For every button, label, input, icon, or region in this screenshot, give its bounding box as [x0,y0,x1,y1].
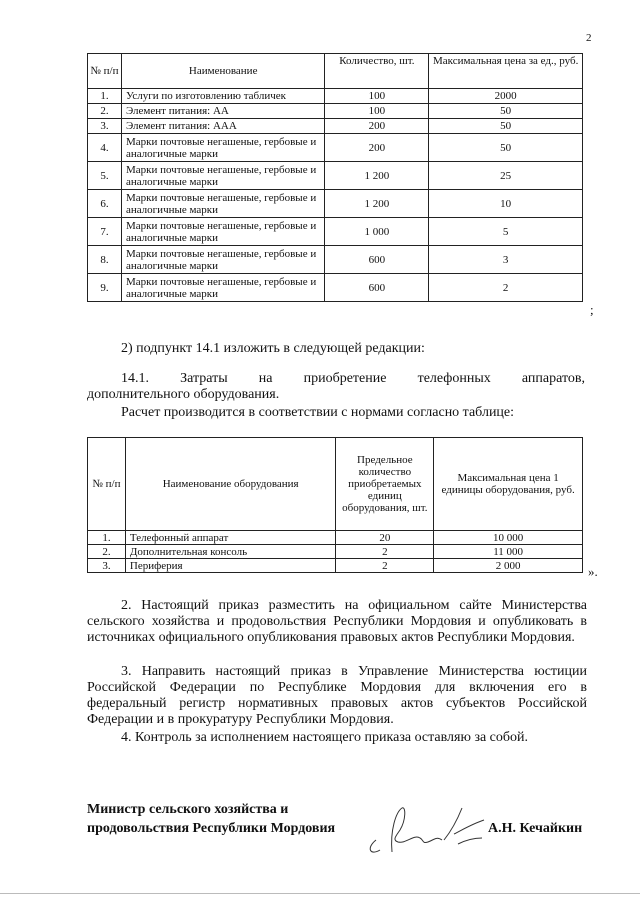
table-row [88,104,583,119]
header-name: Наименование [121,54,325,89]
table-row [88,246,583,274]
cell-number: 9. [88,274,122,302]
header-max-price: Максимальная цена 1 единицы оборудования, руб. [434,438,583,531]
table-row [88,162,583,190]
point-14-1-line1: 14.1. Затраты на приобретение телефонных аппаратов, [121,371,585,386]
cell-name: Марки почтовые негашеные, гербовые и аналогичные марки [121,246,325,274]
cell-quantity: 200 [325,134,429,162]
cell-price: 2 000 [434,559,583,573]
cell-price: 10 000 [434,531,583,545]
cell-quantity: 1 200 [325,190,429,218]
cell-quantity: 1 000 [325,218,429,246]
table-row [88,545,583,559]
cell-number: 6. [88,190,122,218]
signature-title [87,800,335,838]
table-row [88,531,583,545]
table-row [88,218,583,246]
cell-price: 2000 [429,89,583,104]
signature-name: А.Н. Кечайкин [488,821,583,836]
cell-number: 3. [88,559,126,573]
cell-name: Телефонный аппарат [125,531,335,545]
page-bottom-divider [0,893,640,894]
header-price: Максимальная цена за ед., руб. [429,54,583,89]
table2-trailing-quote: ». [588,564,598,579]
cell-number: 8. [88,246,122,274]
cell-name: Марки почтовые негашеные, гербовые и аналогичные марки [121,274,325,302]
table-row [88,559,583,573]
cell-number: 4. [88,134,122,162]
item-4-paragraph: 4. Контроль за исполнением настоящего приказа оставляю за собой. [121,730,529,745]
cell-price: 50 [429,104,583,119]
cell-quantity: 600 [325,246,429,274]
subpoint-paragraph: 2) подпункт 14.1 изложить в следующей редакции: [121,341,425,356]
cell-quantity: 100 [325,89,429,104]
table1-trailing-semicolon: ; [590,302,594,317]
header-quantity-limit: Предельное количество приобретаемых единиц оборудования, шт. [336,438,434,531]
handwritten-signature [362,800,492,860]
table-row [88,89,583,104]
item-3-paragraph: 3. Направить настоящий приказ в Управление Министерства юстиции Российской Федерации по Республике Мордовия для включения его в федеральный регистр нормативных правовых актов субъектов Российской Федерации и в прокуратуру Республики Мордовия. [87,664,587,727]
cell-quantity: 2 [336,559,434,573]
page-number: 2 [586,32,592,44]
cell-name: Услуги по изготовлению табличек [121,89,325,104]
cell-quantity: 2 [336,545,434,559]
cell-name: Элемент питания: АА [121,104,325,119]
cell-quantity: 200 [325,119,429,134]
cell-number: 1. [88,89,122,104]
cell-number: 3. [88,119,122,134]
cell-price: 2 [429,274,583,302]
cell-name: Марки почтовые негашеные, гербовые и аналогичные марки [121,162,325,190]
cell-name: Марки почтовые негашеные, гербовые и аналогичные марки [121,134,325,162]
cell-price: 50 [429,134,583,162]
cell-quantity: 100 [325,104,429,119]
point-14-1-line2: дополнительного оборудования. [87,387,280,402]
cell-quantity: 20 [336,531,434,545]
cell-price: 50 [429,119,583,134]
table-header-row [88,54,583,89]
header-number: № п/п [88,438,126,531]
cell-name: Элемент питания: ААА [121,119,325,134]
header-equipment-name: Наименование оборудования [125,438,335,531]
cell-number: 2. [88,104,122,119]
cell-quantity: 1 200 [325,162,429,190]
header-number: № п/п [88,54,122,89]
cell-number: 5. [88,162,122,190]
cell-name: Дополнительная консоль [125,545,335,559]
cell-number: 1. [88,531,126,545]
cell-price: 25 [429,162,583,190]
cell-name: Марки почтовые негашеные, гербовые и аналогичные марки [121,190,325,218]
signature-title-line2: продовольствия Республики Мордовия [87,821,336,836]
items-table [87,53,583,302]
cell-number: 7. [88,218,122,246]
cell-name: Марки почтовые негашеные, гербовые и аналогичные марки [121,218,325,246]
cell-price: 11 000 [434,545,583,559]
table-row [88,119,583,134]
table-header-row [88,438,583,531]
equipment-table [87,437,583,573]
item-2-paragraph: 2. Настоящий приказ разместить на официальном сайте Министерства сельского хозяйства и продовольствия Республики Мордовия и опубликовать в источниках официального опубликования правовых актов Республики Мордовия. [87,598,587,645]
header-quantity: Количество, шт. [325,54,429,89]
cell-price: 5 [429,218,583,246]
signature-title-line1: Министр сельского хозяйства и [87,802,289,817]
cell-price: 10 [429,190,583,218]
cell-quantity: 600 [325,274,429,302]
table-row [88,190,583,218]
cell-price: 3 [429,246,583,274]
table-row [88,134,583,162]
table-row [88,274,583,302]
cell-name: Периферия [125,559,335,573]
cell-number: 2. [88,545,126,559]
calc-paragraph: Расчет производится в соответствии с нормами согласно таблице: [121,405,515,420]
